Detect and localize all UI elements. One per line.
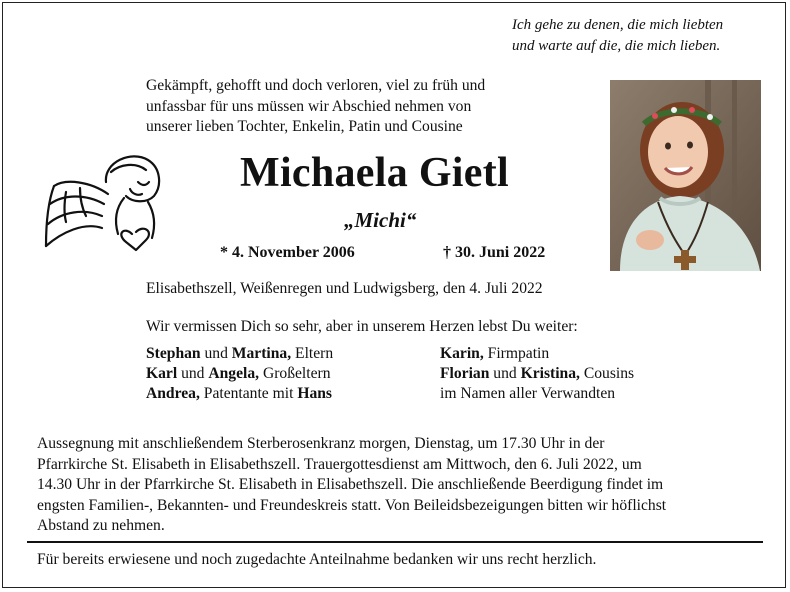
nickname: „Michi“ — [344, 208, 417, 232]
family-left — [146, 344, 333, 404]
family-line: Karin, Firmpatin — [440, 345, 550, 362]
service-line: Pfarrkirche St. Elisabeth in Elisabethszell. Trauergottesdienst am Mittwoch, den 6. Juli 2022, um — [37, 455, 642, 473]
angel-icon — [36, 142, 166, 262]
family-line: Karl und Angela, Großeltern — [146, 365, 331, 382]
deceased-name: Michaela Gietl — [240, 150, 509, 196]
motto — [512, 15, 723, 57]
service-line: Abstand zu nehmen. — [37, 517, 165, 534]
miss-line: Wir vermissen Dich so sehr, aber in unserem Herzen lebst Du weiter: — [146, 318, 578, 335]
divider — [27, 541, 763, 543]
motto-line: Ich gehe zu denen, die mich liebten — [512, 17, 724, 33]
portrait-image — [610, 80, 761, 271]
family-line: im Namen aller Verwandten — [440, 385, 616, 402]
thanks-line: Für bereits erwiesene und noch zugedachte Anteilnahme bedanken wir uns recht herzlich. — [37, 551, 597, 568]
family-line: Stephan und Martina, Eltern — [146, 345, 334, 362]
death-date: † 30. Juni 2022 — [443, 244, 546, 261]
intro-text — [146, 76, 485, 138]
service-line: 14.30 Uhr in der Pfarrkirche St. Elisabeth in Elisabethszell. Die anschließende Beerdigung findet im — [37, 476, 664, 493]
motto-line: und warte auf die, die mich lieben. — [512, 38, 721, 54]
intro-line: unfassbar für uns müssen wir Abschied nehmen von — [146, 97, 472, 115]
service-details — [37, 434, 767, 537]
family-line: Andrea, Patentante mit Hans — [146, 385, 332, 402]
intro-line: Gekämpft, gehofft und doch verloren, viel zu früh und — [146, 77, 486, 94]
service-line: Aussegnung mit anschließendem Sterberosenkranz morgen, Dienstag, um 17.30 Uhr in der — [37, 435, 605, 452]
place-date: Elisabethszell, Weißenregen und Ludwigsberg, den 4. Juli 2022 — [146, 280, 543, 297]
portrait-photo — [610, 80, 761, 271]
family-right — [440, 344, 634, 404]
birth-date: * 4. November 2006 — [220, 244, 355, 261]
intro-line: unserer lieben Tochter, Enkelin, Patin und Cousine — [146, 118, 463, 135]
service-line: engsten Familien-, Bekannten- und Freundeskreis statt. Von Beileidsbezeigungen bitten wir höflichst — [37, 496, 667, 514]
family-line: Florian und Kristina, Cousins — [440, 365, 635, 382]
